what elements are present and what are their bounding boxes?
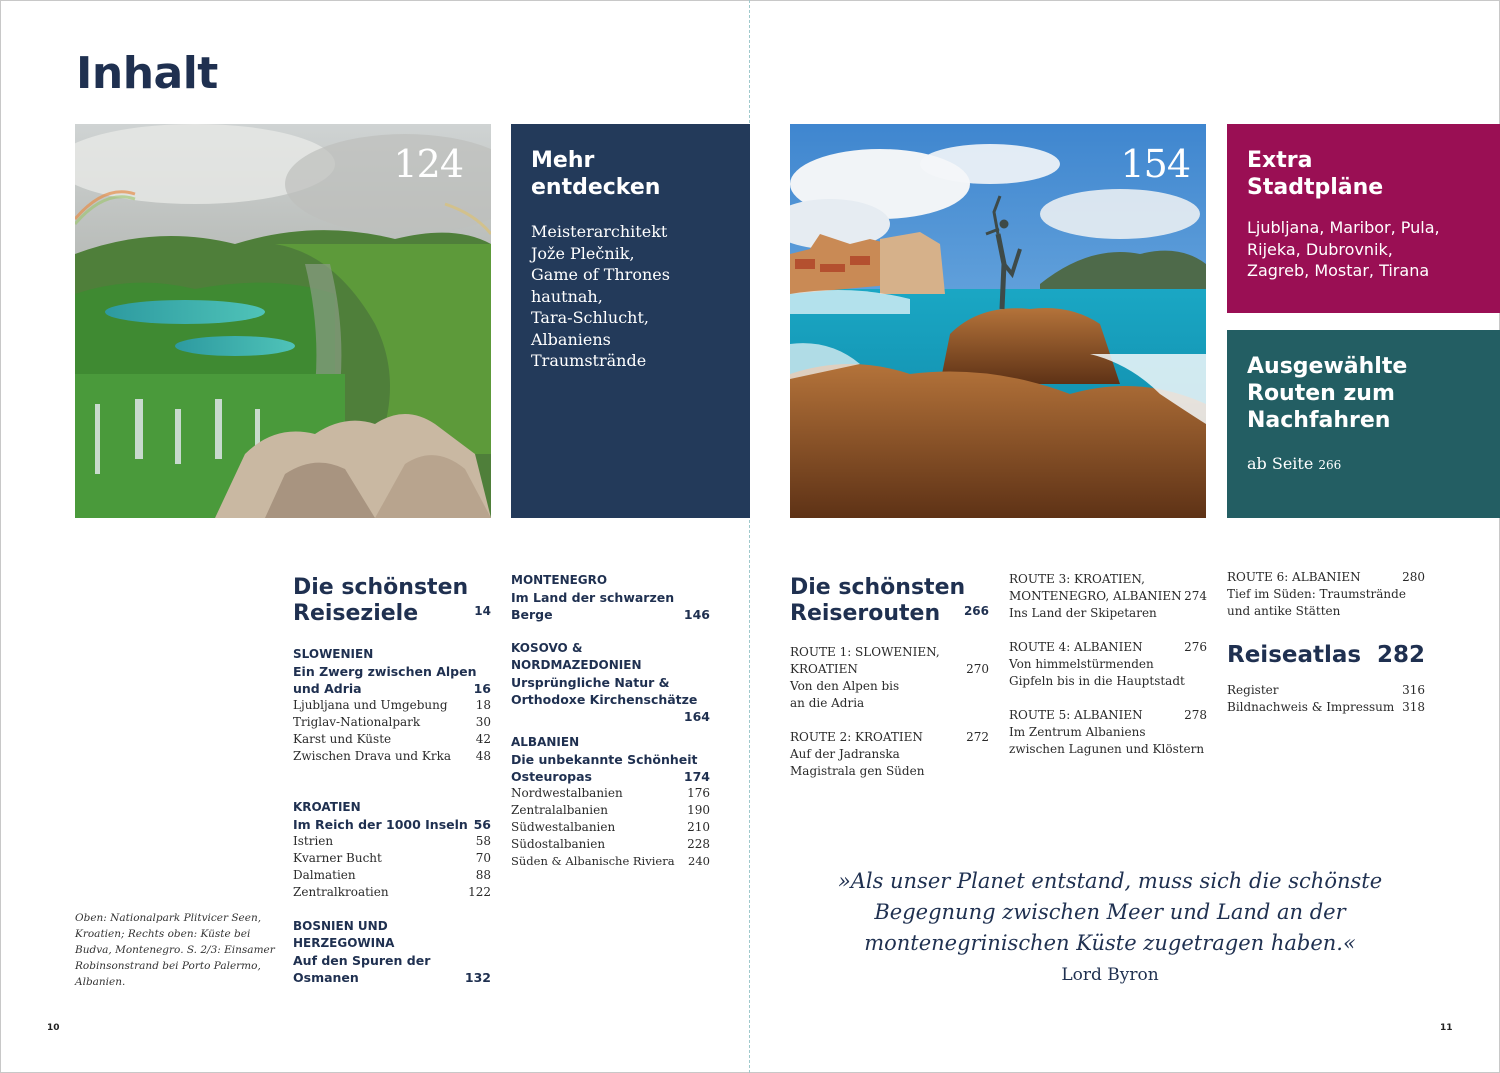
box-heading-line: Routen zum (1247, 381, 1395, 406)
toc-category: KROATIEN (293, 800, 361, 814)
toc-subtitle: Berge (511, 607, 553, 622)
toc-routes-column-2 (1009, 571, 1207, 758)
section-heading-line: Reiseziele (293, 601, 419, 626)
box-heading-line: entdecken (531, 175, 661, 200)
toc-entry: Zwischen Drava und Krka 48 (293, 749, 491, 763)
toc-category: MONTENEGRO (511, 573, 608, 587)
toc-page: 56 (473, 817, 491, 832)
toc-page: 146 (683, 607, 710, 622)
quote-author: Lord Byron (1061, 965, 1159, 985)
toc-entry: Register 316 (1227, 683, 1425, 697)
box-heading-line: Nachfahren (1247, 408, 1391, 433)
reiseatlas-heading: Reiseatlas (1227, 642, 1362, 668)
route-entry: ROUTE 2: KROATIEN Auf der Jadranska Magistrala gen Süden 272 (790, 730, 989, 778)
section-page: 14 (474, 604, 491, 618)
toc-subtitle: Die unbekannte Schönheit (511, 752, 698, 767)
box-body-page: 266 (1318, 458, 1342, 472)
box-body-line: Jože Plečnik, (531, 243, 635, 263)
toc-subtitle: Im Land der schwarzen (511, 590, 675, 605)
toc-reiserouten-column (790, 575, 989, 780)
box-heading-line: Stadtpläne (1247, 175, 1384, 200)
quote-line: Begegnung zwischen Meer und Land an der (874, 900, 1346, 924)
box-heading-line: Mehr (531, 148, 595, 173)
toc-page: 164 (683, 709, 710, 724)
feature-box-mehr-entdecken (511, 124, 750, 518)
toc-category: SLOWENIEN (293, 647, 374, 661)
route-entry: ROUTE 6: ALBANIEN Tief im Süden: Traumstrände und antike Stätten 280 (1227, 570, 1425, 618)
toc-entry: Süden & Albanische Riviera 240 (511, 854, 710, 868)
box-body-line: Meisterarchitekt (531, 222, 668, 241)
toc-subtitle: Osteuropas (511, 769, 592, 784)
box-body-line: hautnah, (531, 286, 603, 306)
photo-page-number: 124 (393, 142, 463, 186)
page-title: Inhalt (76, 48, 218, 99)
toc-entry: Ljubljana und Umgebung 18 (293, 698, 491, 712)
folio-right: 11 (1440, 1023, 1453, 1033)
toc-subtitle: Ursprüngliche Natur & (511, 675, 670, 690)
toc-page: 174 (683, 769, 710, 784)
feature-box-extra-stadtplaene (1227, 124, 1500, 313)
section-heading-line: Die schönsten (293, 575, 469, 600)
toc-entry: Südwestalbanien 210 (511, 820, 710, 834)
toc-routes-column-3 (1227, 569, 1425, 716)
toc-subtitle: Auf den Spuren der (293, 953, 431, 968)
toc-subtitle: Osmanen (293, 970, 359, 985)
box-body-line: Albaniens (531, 329, 611, 349)
toc-category: BOSNIEN UND HERZEGOWINA (293, 919, 395, 950)
route-entry: ROUTE 1: SLOWENIEN, KROATIEN Von den Alpen bis an die Adria 270 (790, 645, 989, 710)
photo-plitvice-lakes (75, 124, 491, 518)
toc-entry: Karst und Küste 42 (293, 732, 491, 746)
toc-subtitle: und Adria (293, 681, 362, 696)
toc-entry: Kvarner Bucht 70 (293, 851, 491, 865)
box-body-line: Ljubljana, Maribor, Pula, (1247, 218, 1440, 237)
feature-box-ausgewaehlte-routen (1227, 330, 1500, 518)
box-heading-line: Extra (1247, 148, 1313, 173)
section-page: 266 (963, 604, 989, 618)
toc-entry: Zentralalbanien 190 (511, 803, 710, 817)
toc-page: 132 (464, 970, 491, 985)
toc-page: 16 (473, 681, 491, 696)
section-heading-line: Die schönsten (790, 575, 966, 600)
photo-caption: Oben: Nationalpark Plitvicer Seen, Kroatien; Rechts oben: Küste bei Budva, Montenegro. S. 2/3: Einsamer Robinsonstrand bei Porto Palermo, Albanien. (75, 912, 275, 988)
box-body-line: Game of Thrones (531, 265, 670, 284)
toc-category: ALBANIEN (511, 735, 580, 749)
toc-entry: Dalmatien 88 (293, 868, 491, 882)
toc-entry: Bildnachweis & Impressum 318 (1227, 700, 1425, 714)
toc-subtitle: Ein Zwerg zwischen Alpen (293, 664, 477, 679)
photo-budva-coast (790, 124, 1206, 518)
toc-entry: Nordwestalbanien 176 (511, 786, 710, 800)
route-entry: ROUTE 5: ALBANIEN Im Zentrum Albaniens zwischen Lagunen und Klöstern 278 (1009, 708, 1207, 756)
photo-page-number: 154 (1120, 142, 1190, 186)
quote-block (790, 866, 1430, 991)
box-body-line: Rijeka, Dubrovnik, (1247, 239, 1393, 259)
toc-subtitle: Orthodoxe Kirchenschätze (511, 692, 698, 707)
toc-reiseziele-column (293, 575, 491, 986)
folio-left: 10 (47, 1023, 60, 1033)
box-body-text: ab Seite (1247, 454, 1314, 473)
box-body-line: Tara-Schlucht, (531, 308, 649, 327)
toc-entry: Zentralkroatien 122 (293, 885, 491, 899)
toc-category: KOSOVO & NORDMAZEDONIEN (511, 641, 642, 672)
toc-entry: Istrien 58 (293, 834, 491, 848)
section-heading-line: Reiserouten (790, 601, 941, 626)
quote-line: montenegrinischen Küste zugetragen haben.« (864, 931, 1356, 955)
reiseatlas-page: 282 (1376, 642, 1425, 668)
box-body-line: Traumstrände (531, 351, 647, 370)
box-body-line: Zagreb, Mostar, Tirana (1247, 261, 1430, 280)
route-entry: ROUTE 3: KROATIEN, MONTENEGRO, ALBANIEN Ins Land der Skipetaren 274 (1009, 572, 1207, 620)
toc-entry: Triglav-Nationalpark 30 (293, 715, 491, 729)
box-heading-line: Ausgewählte (1247, 354, 1408, 379)
route-entry: ROUTE 4: ALBANIEN Von himmelstürmenden Gipfeln bis in die Hauptstadt 276 (1009, 640, 1207, 688)
toc-reiseziele-column-2 (511, 572, 710, 870)
quote-line: »Als unser Planet entstand, muss sich die schönste (837, 869, 1383, 893)
toc-subtitle: Im Reich der 1000 Inseln (293, 817, 468, 832)
toc-entry: Südostalbanien 228 (511, 837, 710, 851)
